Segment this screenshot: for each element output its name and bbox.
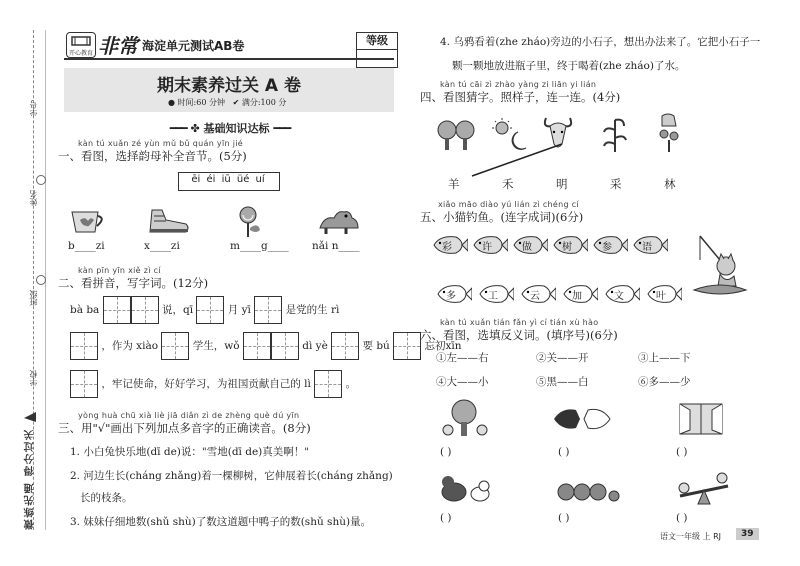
check-icon: ✔ <box>232 98 240 107</box>
fish-card[interactable] <box>646 284 682 304</box>
q3-sentence-1: 1. 小白兔快乐地(dī de)说："雪地(dī de)真美啊！" <box>70 446 310 458</box>
fish-char: 做 <box>522 242 532 253</box>
q5-char-3[interactable]: 明 <box>556 177 568 191</box>
writing-box[interactable] <box>314 370 342 398</box>
section-title: 基础知识达标 <box>203 122 270 135</box>
q3-title: 三、用"√"画出下列加点多音字的正确读音。(8分) <box>58 421 311 435</box>
q2-text-9: ，牢记使命，好好学习，为祖国贡献自己的 lì <box>101 378 311 390</box>
divider-right: ━━━ <box>273 122 291 135</box>
q4-line-1: 4. 乌鸦看着(zhe zháo)旁边的小石子，想出办法来了。它把小石子一 <box>440 36 761 48</box>
fish-card[interactable] <box>512 235 548 255</box>
q2-line2 <box>70 332 462 360</box>
matching-line <box>470 140 570 180</box>
answer-blank-3[interactable]: ( ) <box>676 446 688 458</box>
antonym-pair-6: ⑥多——少 <box>638 376 691 388</box>
dogs-picture <box>438 470 494 506</box>
q1-item-1: b____zi <box>68 240 105 252</box>
fish-card[interactable] <box>604 284 640 304</box>
window-picture <box>676 400 726 438</box>
q3-sentence-2: 2. 河边生长(cháng zhǎng)着一棵柳树，它伸展着长(cháng zhǎng) <box>70 470 393 482</box>
clock-icon: ● <box>168 98 175 107</box>
fish-char: 语 <box>642 242 652 253</box>
writing-box[interactable] <box>103 296 131 324</box>
writing-box[interactable] <box>131 296 159 324</box>
q5-char-2[interactable]: 禾 <box>502 177 514 191</box>
score-text: 满分:100 分 <box>241 98 287 107</box>
bottom-fish-row <box>436 284 696 308</box>
writing-box[interactable] <box>243 332 271 360</box>
lollipop-picture <box>236 204 266 238</box>
fish-card[interactable] <box>520 284 556 304</box>
q5-char-1[interactable]: 羊 <box>448 177 460 191</box>
antonym-pair-1: ①左——右 <box>436 352 489 364</box>
grade-label: 等级 <box>357 33 397 50</box>
writing-box[interactable] <box>161 332 189 360</box>
fish-char: 参 <box>602 242 612 253</box>
slogan-banner <box>22 410 38 535</box>
q2-text-2: 月 yī <box>227 304 251 316</box>
writing-box[interactable] <box>70 370 98 398</box>
section-heading <box>140 120 320 136</box>
brand-name: 非常 <box>98 34 138 58</box>
name-label: 姓名 <box>29 190 38 206</box>
grade-box <box>356 32 398 68</box>
binding-hole-2 <box>36 275 46 285</box>
fish-char: 叶 <box>656 291 666 302</box>
q2-text-3: 是党的生 rì <box>285 304 340 316</box>
q3-pinyin: yòng huà chū xià liè jiā diǎn zì de zhèng què dú yīn <box>78 411 300 420</box>
q2-pinyin-baba: bà ba <box>70 304 100 316</box>
answer-blank-4[interactable]: ( ) <box>440 512 452 524</box>
q2-text-1: 说，qī <box>162 304 194 316</box>
teacup-picture <box>68 206 108 236</box>
fish-char: 云 <box>530 291 540 302</box>
q5-char-5[interactable]: 林 <box>664 177 676 191</box>
fish-card[interactable] <box>472 235 508 255</box>
fish-char: 多 <box>446 291 456 302</box>
q1-pinyin: kàn tú xuǎn zé yùn mǔ bǔ quán yīn jié <box>78 139 243 148</box>
antonym-pair-2: ②关——开 <box>536 352 589 364</box>
tree-lr-picture <box>440 398 496 438</box>
q5-char-4[interactable]: 采 <box>610 177 622 191</box>
series-name: 海淀单元测试AB卷 <box>142 39 245 53</box>
q2-pinyin: kàn pīn yīn xiě zì cí <box>78 266 161 275</box>
q2-line1 <box>70 296 339 324</box>
binding-hole-1 <box>36 175 46 185</box>
q2-text-8: 忘初xīn <box>424 340 462 352</box>
fish-char: 树 <box>562 242 572 253</box>
q1-title: 一、看图，选择韵母补全音节。(5分) <box>58 149 247 163</box>
fish-char: 文 <box>614 291 624 302</box>
student-id-label: 学号 <box>29 100 38 116</box>
q3-sentence-2b: 长的枝条。 <box>80 492 133 504</box>
writing-box[interactable] <box>393 332 421 360</box>
writing-box[interactable] <box>331 332 359 360</box>
page-number: 39 <box>736 528 759 540</box>
q2-title: 二、看拼音，写字词。(12分) <box>58 276 209 290</box>
fish-card[interactable] <box>552 235 588 255</box>
q2-text-5: 学生，wǒ <box>192 340 240 352</box>
divider-left: ━━━ <box>169 122 187 135</box>
page-title: 期末素养过关 A 卷 <box>157 76 301 96</box>
q6-pinyin: xiǎo māo diào yú lián zì chéng cí <box>438 200 579 209</box>
fish-char: 彩 <box>442 242 452 253</box>
brand-sub: 开心教育 <box>68 50 93 57</box>
grain-picture <box>600 114 630 154</box>
q1-item-4: nǎi n____ <box>312 240 360 252</box>
school-label: 学校 <box>29 370 38 386</box>
q2-line3 <box>70 370 356 398</box>
brand-logo-icon <box>66 32 96 58</box>
shoe-picture <box>146 206 192 236</box>
writing-box[interactable] <box>271 332 299 360</box>
fish-card[interactable] <box>632 235 668 255</box>
fish-char: 加 <box>572 291 582 302</box>
q5-title: 四、看图猜字。照样子，连一连。(4分) <box>420 90 621 104</box>
star-icon: ✤ <box>190 122 200 135</box>
writing-box[interactable] <box>196 296 224 324</box>
q4-line-2: 颗一颗地放进瓶子里，终于喝着(zhe zháo)了水。 <box>452 60 686 72</box>
seesaw-picture <box>676 472 732 506</box>
q1-item-3: m____g____ <box>230 240 289 252</box>
antonym-pair-3: ③上——下 <box>638 352 691 364</box>
answer-blank-5[interactable]: ( ) <box>558 512 570 524</box>
q5-pinyin: kàn tú cāi zì zhào yàng zi liān yi lián <box>440 80 597 89</box>
q6-title: 五、小猫钓鱼。(连字成词)(6分) <box>420 210 584 224</box>
q7-title: 六、看图，选填反义词。(填序号)(6分) <box>420 328 618 342</box>
time-info <box>168 97 286 108</box>
writing-box[interactable] <box>70 332 98 360</box>
q2-text-10: 。 <box>345 378 357 390</box>
answer-blank-2[interactable]: ( ) <box>558 446 570 458</box>
q2-text-4: ，作为 xiào <box>101 340 159 352</box>
q7-pinyin: kàn tú xuǎn tián fǎn yì cí tián xù hào <box>440 318 599 327</box>
footer-subject: 语文一年级 上 RJ <box>660 532 722 541</box>
hand-picking-picture <box>654 112 684 154</box>
antonym-pair-5: ⑤黑——白 <box>536 376 589 388</box>
antonym-pair-4: ④大——小 <box>436 376 489 388</box>
fish-card[interactable] <box>592 235 628 255</box>
fish-char: 工 <box>488 291 498 302</box>
top-fish-row <box>432 235 692 259</box>
fishing-cat-picture <box>690 232 748 298</box>
dinosaur-picture <box>316 206 362 236</box>
fish-bw-picture <box>552 404 612 434</box>
time-text: 时间:60 分钟 <box>177 98 225 107</box>
q1-item-2: x____zi <box>144 240 180 252</box>
apples-picture <box>556 474 620 504</box>
answer-blank-6[interactable]: ( ) <box>676 512 688 524</box>
fish-char: 许 <box>482 242 492 253</box>
slogan-text: 微练先通 得分过关 <box>25 428 36 530</box>
fish-card[interactable] <box>432 235 468 255</box>
q1-options: ēi éi iū üé uí <box>191 174 265 185</box>
fish-card[interactable] <box>562 284 598 304</box>
class-label: 班级 <box>29 290 38 306</box>
fish-card[interactable] <box>478 284 514 304</box>
q2-text-7: 要 bú <box>362 340 390 352</box>
q3-sentence-3: 3. 妹妹仔细地数(shǔ shù)了数这道题中鸭子的数(shǔ shù)量。 <box>70 516 372 528</box>
fish-card[interactable] <box>436 284 472 304</box>
q2-text-6: dì yè <box>302 340 328 352</box>
writing-box[interactable] <box>254 296 282 324</box>
answer-blank-1[interactable]: ( ) <box>440 446 452 458</box>
